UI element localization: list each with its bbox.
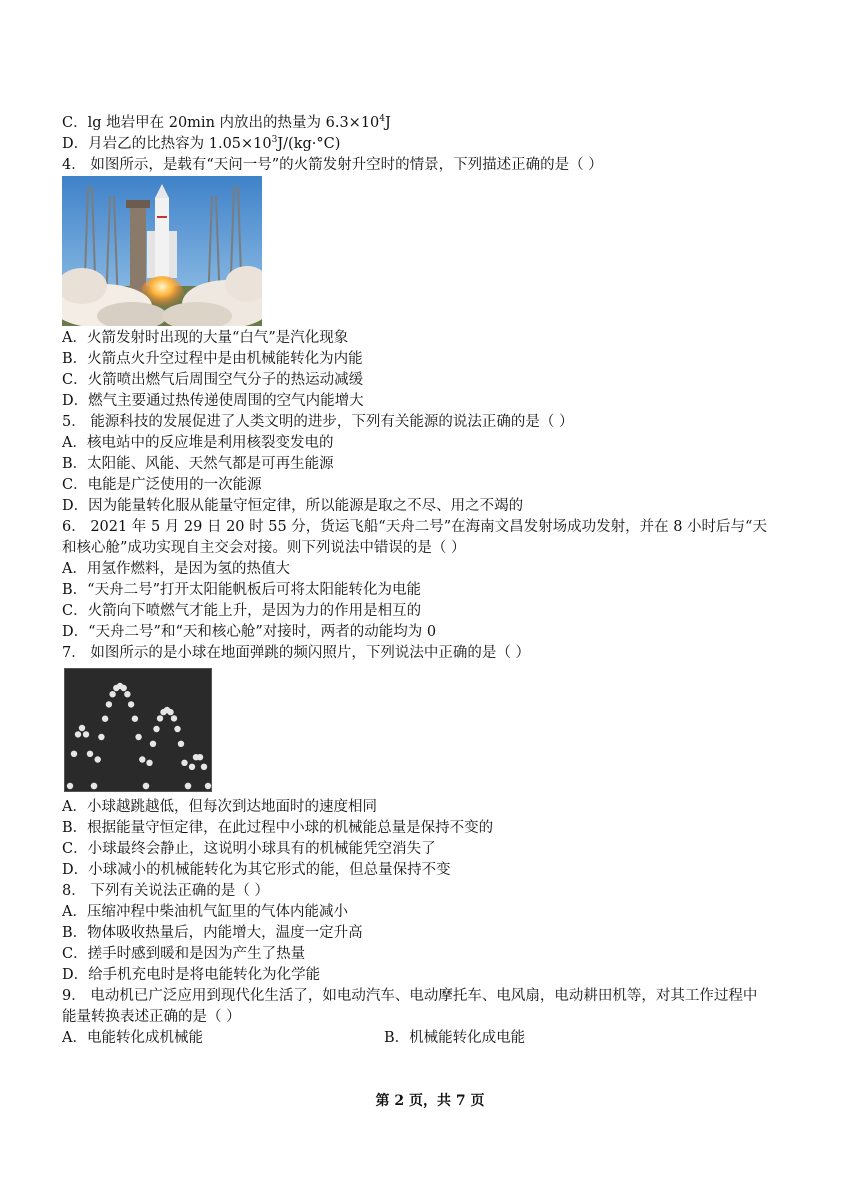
q6-option-b: B．“天舟二号”打开太阳能帆板后可将太阳能转化为电能 (62, 582, 421, 598)
question-5: 5． 能源科技的发展促进了人类文明的进步，下列有关能源的说法正确的是（ ） (62, 414, 574, 430)
question-6-line-1: 6． 2021 年 5 月 29 日 20 时 55 分，货运飞船“天舟二号”在海南文昌发射场成功发射，并在 8 小时后与“天 (62, 519, 767, 535)
q4-option-c: C．火箭喷出燃气后周围空气分子的热运动减缓 (62, 372, 364, 388)
strobe-ball (79, 725, 85, 731)
q5-option-d: D．因为能量转化服从能量守恒定律，所以能源是取之不尽、用之不竭的 (62, 498, 524, 514)
q9-option-a: A．电能转化成机械能 (62, 1030, 203, 1046)
option-d-q3: D．月岩乙的比热容为 $1.05\times 10^3J/(kg\cdot^\circ C)$ (62, 135, 341, 152)
q4-option-d: D．燃气主要通过热传递使周围的空气内能增大 (62, 393, 364, 409)
strobe-ball (205, 783, 211, 789)
strobe-ball (185, 783, 191, 789)
q5-option-c: C．电能是广泛使用的一次能源 (62, 477, 262, 493)
strobe-ball (143, 783, 149, 789)
strobe-ball (135, 734, 141, 740)
question-9-line-1: 9． 电动机已广泛应用到现代化生活了，如电动汽车、电动摩托车、电风扇，电动耕田机等，对其工作过程中 (62, 988, 758, 1004)
strobe-ball (91, 783, 97, 789)
strobe-ball (189, 764, 195, 770)
strobe-ball (150, 741, 156, 747)
strobe-ball (98, 734, 104, 740)
strobe-ball (95, 756, 101, 762)
strobe-ball (167, 709, 173, 715)
strobe-ball (178, 741, 184, 747)
bouncing-ball-photo (64, 668, 212, 792)
strobe-ball (171, 715, 177, 721)
strobe-ball (83, 731, 89, 737)
q5-option-a: A．核电站中的反应堆是利用核裂变发电的 (62, 435, 334, 451)
strobe-ball (71, 751, 77, 757)
q7-option-c: C．小球最终会静止，这说明小球具有的机械能凭空消失了 (62, 841, 436, 857)
question-4: 4． 如图所示，是载有“天问一号”的火箭发射升空时的情景，下列描述正确的是（ ） (62, 157, 603, 173)
strobe-ball (201, 764, 207, 770)
strobe-ball (181, 760, 187, 766)
question-9-line-2: 能量转换表述正确的是（ ） (62, 1009, 241, 1025)
q6-option-c: C．火箭向下喷燃气才能上升，是因为力的作用是相互的 (62, 603, 422, 619)
q6-option-d: D．“天舟二号”和“天和核心舱”对接时，两者的动能均为 0 (62, 624, 437, 640)
strobe-ball (121, 685, 127, 691)
q4-option-a: A．火箭发射时出现的大量“白气”是汽化现象 (62, 330, 349, 346)
q7-option-d: D．小球减小的机械能转化为其它形式的能，但总量保持不变 (62, 862, 451, 878)
strobe-ball (146, 760, 152, 766)
q4-option-b: B．火箭点火升空过程中是由机械能转化为内能 (62, 351, 363, 367)
q9-option-b: B．机械能转化成电能 (384, 1030, 526, 1046)
strobe-ball (67, 783, 73, 789)
q8-option-b: B．物体吸收热量后，内能增大，温度一定升高 (62, 925, 363, 941)
question-6-line-2: 和核心舱”成功实现自主交会对接。则下列说法中错误的是（ ） (62, 540, 466, 556)
q8-option-c: C．搓手时感到暖和是因为产生了热量 (62, 946, 306, 962)
q6-option-a: A．用氢作燃料，是因为氢的热值大 (62, 561, 290, 577)
strobe-ball (124, 691, 130, 697)
q8-option-d: D．给手机充电时是将电能转化为化学能 (62, 967, 321, 983)
strobe-ball (157, 715, 163, 721)
strobe-ball (106, 701, 112, 707)
strobe-ball (102, 716, 108, 722)
strobe-ball (174, 726, 180, 732)
strobe-ball (128, 701, 134, 707)
q8-option-a: A．压缩冲程中柴油机气缸里的气体内能减小 (62, 904, 348, 920)
question-7: 7． 如图所示的是小球在地面弹跳的频闪照片，下列说法中正确的是（ ） (62, 645, 530, 661)
q7-option-a: A．小球越跳越低，但每次到达地面时的速度相同 (62, 799, 377, 815)
q5-option-b: B．太阳能、风能、天然气都是可再生能源 (62, 456, 334, 472)
strobe-ball (87, 751, 93, 757)
strobe-ball (75, 731, 81, 737)
strobe-ball (139, 756, 145, 762)
question-8: 8． 下列有关说法正确的是（ ） (62, 883, 269, 899)
rocket-launch-image (62, 176, 262, 326)
strobe-ball (153, 726, 159, 732)
strobe-ball (109, 691, 115, 697)
q7-option-b: B．根据能量守恒定律，在此过程中小球的机械能总量是保持不变的 (62, 820, 494, 836)
strobe-ball (132, 716, 138, 722)
option-c-q3: C．lg 地岩甲在 20min 内放出的热量为 $6.3\times 10^4J$ (62, 114, 391, 131)
strobe-ball (197, 754, 203, 760)
page-footer: 第 2 页，共 7 页 (375, 1093, 485, 1109)
